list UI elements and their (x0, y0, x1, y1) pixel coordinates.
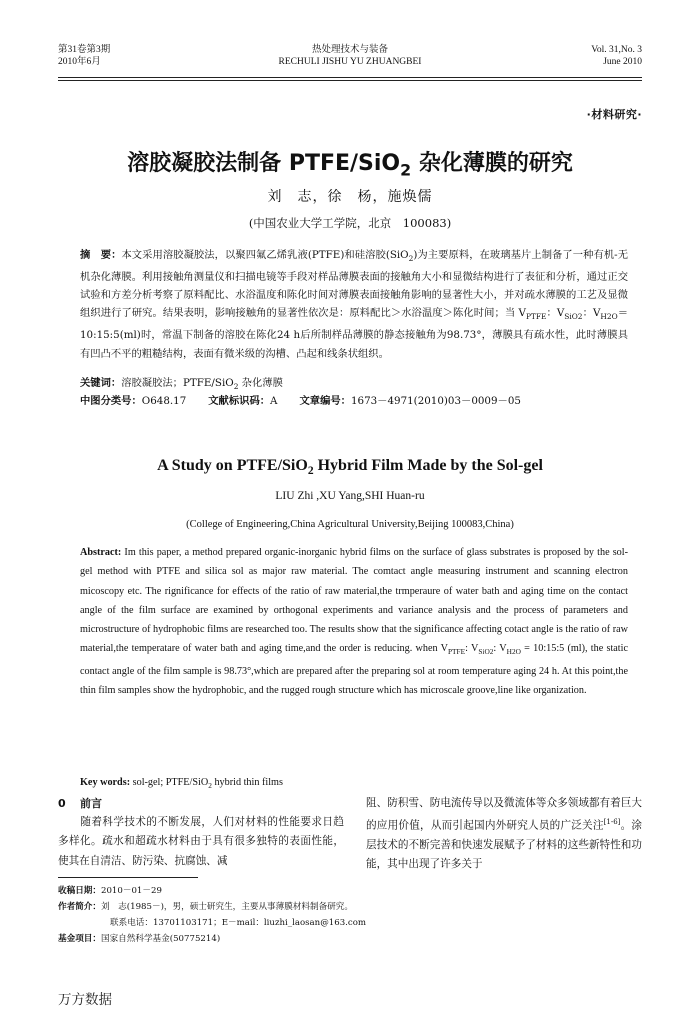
authors-en: LIU Zhi ,XU Yang,SHI Huan-ru (275, 490, 425, 502)
footnote-rule (58, 877, 198, 878)
article-number-value: 1673－4971(2010)03－0009－05 (350, 395, 521, 407)
subscript: 2 (233, 382, 239, 392)
clc-value: O648.17 (141, 395, 187, 407)
footnote-author (58, 901, 658, 914)
header-center (200, 44, 500, 68)
abstract-en-text: Im this paper, a method prepared organic-inorganic hybrid films on the surface of glass substrates is proposed by the sol-gel method with PTFE and silica sol as major raw material. The comtact angle measuring instrument and scanning electron micoscopy etc. The rignificance for effects of the ratio of raw material,the trmperaure of water bath and aging time on the contact angle of the film surface are examined by orthogonal experiments and variance analysis and the process of parameters and microstructure of hydrophobic films are researched too. The results show that the significance affecting cotact angle is the ratio of raw material,the temperatare of water bath and aging time,and the order is reducing. when V (80, 547, 628, 655)
keywords-cn-label: 关键词： (80, 377, 122, 389)
abstract-en-text: = 10:15:5 (ml), the static contact angle of the film sample is 98.73°,which are prepared after the preparing sol at room temperature aging 24 h. At this point,the thin film samples show the hydrophobic, and the rugged rough structure which has microscale groove,line like organization. (80, 643, 628, 697)
keywords-cn-text: 溶胶凝胶法；PTFE/SiO (121, 377, 234, 389)
article-number-label: 文章编号： (299, 395, 351, 407)
subscript: SiO2 (478, 647, 494, 657)
watermark-logo: 万方数据 (58, 992, 112, 1008)
affiliation-cn: (中国农业大学工学院，北京 100083) (248, 216, 452, 230)
volume-issue: 第31卷第3期 (58, 45, 111, 55)
received-value: 2010－01－29 (100, 886, 162, 896)
journal-name-en: RECHULI JISHU YU ZHUANGBEI (278, 57, 422, 67)
abstract-cn-label: 摘 要： (80, 249, 122, 261)
body-column-right (366, 794, 642, 875)
abstract-cn-text: ＝10:15:5(ml)时，常温下制备的溶胶在陈化24 h后所制样品薄膜的静态接触角为98.73°，薄膜具有疏水性，此时薄膜具有凹凸不平的粗糙结构，表面有微米级的沟槽、凸起和线条状组织。 (80, 307, 629, 360)
header-left (58, 44, 198, 68)
title-en-part: A Study on PTFE/SiO (157, 457, 308, 474)
doc-code-value: A (270, 395, 278, 407)
volume-issue-en: Vol. 31,No. 3 (591, 45, 642, 55)
title-cn-part: 杂化薄膜的研究 (411, 151, 573, 176)
footnote-received (58, 885, 658, 898)
author-label: 作者简介： (58, 902, 101, 912)
section-title: 前言 (80, 797, 102, 810)
keywords-en (80, 774, 628, 795)
keywords-en-text: hybrid thin films (211, 777, 283, 788)
fund-label: 基金项目： (58, 934, 101, 944)
clc-label: 中图分类号： (80, 395, 142, 407)
fund-value: 国家自然科学基金(50775214) (100, 934, 221, 944)
subscript: H2O (600, 312, 618, 322)
abstract-cn-text: ：V (582, 307, 601, 320)
title-en-part: Hybrid Film Made by the Sol-gel (313, 457, 543, 474)
publication-date-en: June 2010 (603, 57, 642, 67)
abstract-cn-text: )为主要原料，在玻璃基片上制备了一种有机-无机杂化薄膜。利用接触角测量仪和扫描电镜等手段对样品薄膜表面的接触角大小和显微结构进行了表征和分析，通过正交试验和方差分析考察了原料配比、水浴温度和陈化时间对薄膜表面接触角影响的显著性大小，并对疏水薄膜的工艺及显微组织进行了研究。结果表明，影响接触角的显著性依次是：原料配比＞水浴温度＞陈化时间；当 V (80, 249, 629, 320)
body-column-left (58, 813, 344, 871)
abstract-en (80, 543, 628, 700)
body-text: 。涂层技术的不断完善和快速发展赋予了材料的这些新特性和功能，其中出现了许多关于 (366, 819, 643, 871)
abstract-en-label: Abstract: (80, 547, 122, 558)
publication-date: 2010年6月 (58, 57, 101, 67)
paper-title-cn (0, 146, 700, 179)
abstract-cn-text: 本文采用溶胶凝胶法，以聚四氟乙烯乳液(PTFE)和硅溶胶(SiO (121, 249, 409, 261)
authors-cn: 刘 志，徐 杨，施焕儒 (267, 189, 433, 205)
body-text: 随着科学技术的不断发展，人们对材料的性能要求日趋多样化。疏水和超疏水材料由于具有很多独特的表面性能，使其在自清洁、防污染、抗腐蚀、减 (58, 816, 344, 867)
section-heading (58, 795, 102, 811)
header-rule-thin (58, 80, 642, 81)
journal-name-cn: 热处理技术与装备 (311, 45, 388, 55)
doc-code-label: 文献标识码： (208, 395, 271, 407)
received-label: 收稿日期： (58, 886, 101, 896)
subscript: H2O (506, 647, 521, 657)
title-cn-subscript: 2 (400, 160, 412, 180)
paper-title-en (0, 457, 700, 477)
abstract-cn-text: ：V (546, 307, 565, 320)
keywords-en-text: sol-gel; PTFE/SiO (130, 777, 209, 788)
keywords-en-label: Key words: (80, 777, 131, 788)
header-right (520, 44, 642, 68)
keywords-cn-text: 杂化薄膜 (238, 377, 283, 389)
header-rule-thick (58, 77, 642, 78)
abstract-en-text: : V (493, 643, 507, 655)
classification-line (80, 392, 640, 410)
title-cn-part: 溶胶凝胶法制备 PTFE/SiO (127, 151, 401, 176)
abstract-en-text: : V (465, 643, 479, 655)
body-text: 阻、防积雪、防电流传导以及微流体等众多领域都有着巨大的应用价值，从而引起国内外研究人员的广泛关注 (366, 797, 642, 832)
citation: [1-6] (603, 818, 621, 827)
title-en-subscript: 2 (307, 465, 314, 478)
section-number: 0 (58, 797, 66, 810)
footnote-contact: 联系电话：13701103171；E－mail：liuzhi_laosan@163.com (110, 918, 367, 928)
subscript: SiO2 (564, 312, 583, 322)
subscript: 2 (208, 781, 212, 791)
column-label: ·材料研究· (586, 108, 642, 121)
abstract-cn (80, 246, 628, 363)
subscript: PTFE (525, 312, 547, 322)
subscript: PTFE (447, 647, 466, 657)
author-value: 刘 志(1985－)，男，硕士研究生，主要从事薄膜材料制备研究。 (100, 902, 353, 912)
footnote-fund (58, 933, 658, 946)
subscript: 2 (408, 254, 414, 264)
affiliation-en: (College of Engineering,China Agricultural University,Beijing 100083,China) (186, 519, 514, 530)
